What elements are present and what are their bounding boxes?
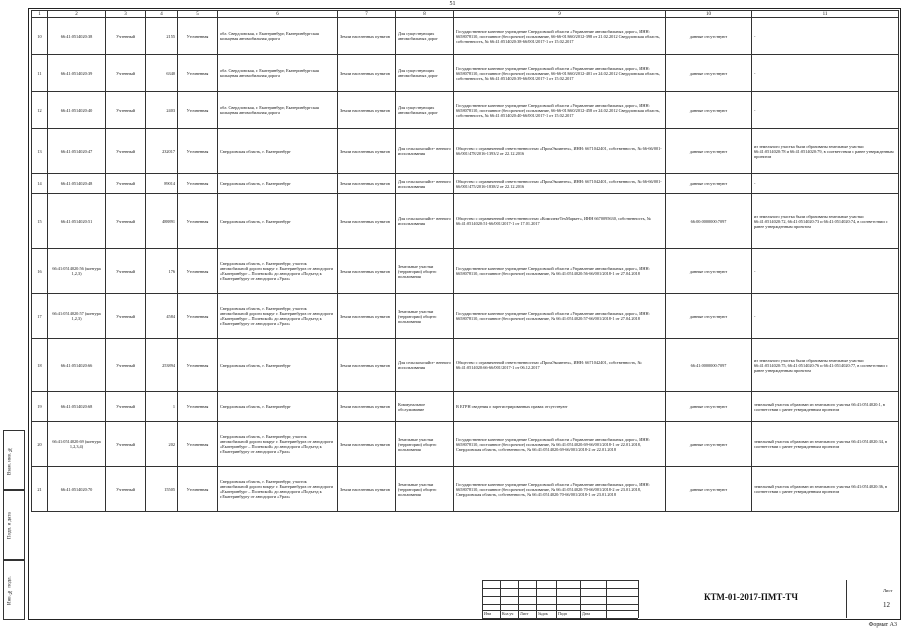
cell-prec: Уточненная — [178, 18, 218, 55]
sheet-number: 12 — [883, 601, 890, 609]
cell-cad: 66:41:0514020:70 — [48, 467, 106, 512]
cell-status: Учтенный — [106, 92, 146, 129]
cell-use: Коммунальное обслуживание — [396, 392, 454, 422]
table-row — [32, 129, 899, 174]
cell-n: 16 — [32, 249, 48, 294]
cell-enc: данные отсутствуют — [666, 249, 752, 294]
cell-enc: данные отсутствуют — [666, 129, 752, 174]
cell-note: - — [752, 55, 899, 92]
stamp-header: №док — [538, 611, 548, 616]
column-number: 3 — [106, 11, 146, 18]
cell-status: Учтенный — [106, 392, 146, 422]
cell-status: Учтенный — [106, 467, 146, 512]
cell-status: Учтенный — [106, 55, 146, 92]
cell-rights: Государственное казенное учреждение Свердловской области «Управление автомобильных дорог», ИНН: 6658078110, постоянное (бессрочное) пользование, 66-66-01/660/2012-458 от 24.02.2012 Свердловская область, собственность, № 66:41:0514020:40-66/001/2017-1 от 15.02.2017 — [454, 92, 666, 129]
cell-status: Учтенный — [106, 249, 146, 294]
cell-n: 20 — [32, 422, 48, 467]
cell-enc: 66:41:0000000:7097 — [666, 339, 752, 392]
cell-n: 10 — [32, 18, 48, 55]
cell-use: Для сельскохозяйст- венного использования — [396, 174, 454, 194]
cell-note: - — [752, 249, 899, 294]
table-row — [32, 392, 899, 422]
cell-area: 6340 — [146, 55, 178, 92]
cell-prec: Уточненная — [178, 467, 218, 512]
stamp-header: Изм — [484, 611, 491, 616]
table-row — [32, 467, 899, 512]
cell-address: Свердловская область, г. Екатеринбург — [218, 392, 338, 422]
cell-prec: Уточненная — [178, 249, 218, 294]
cell-rights: Государственное казенное учреждение Свердловской области «Управление автомобильных дорог», ИНН: 6658078110, постоянное (бессрочное) пользование, № 66:41:0514020:70-66/001/2018-2 от 23.01.2018, Свердловская область, собственность, № 66:41:0514020:70-66/001/2018-1 от 23.01.2018 — [454, 467, 666, 512]
cell-use: Для сельскохозяйст- венного использования — [396, 129, 454, 174]
cell-cad: 66:41:0514020:48 — [48, 174, 106, 194]
cell-cat: Земли населенных пунктов — [338, 55, 396, 92]
cell-cad: 66:41:0514020:47 — [48, 129, 106, 174]
cell-address: Свердловская область, г. Екатеринбург, участок автомобильной дороги вокруг г. Екатеринбурга от автодороги «Екатеринбург – Полевской» до автодороги «Подъезд к г.Екатеринбургу от автодороги «Урал» — [218, 249, 338, 294]
cell-status: Учтенный — [106, 422, 146, 467]
cell-n: 14 — [32, 174, 48, 194]
cell-rights: Государственное казенное учреждение Свердловской области «Управление автомобильных дорог», ИНН: 6658078110, постоянное (бессрочное) пользование, 66-66-01/660/2012-398 от 21.02.2012 Свердловская область, собственность, № 66:41:0514020:38-66/001/2017-1 от 15.02.2017 — [454, 18, 666, 55]
cell-enc: данные отсутствуют — [666, 392, 752, 422]
table-row — [32, 294, 899, 339]
cell-cat: Земли населенных пунктов — [338, 194, 396, 249]
cell-address: Свердловская область, г. Екатеринбург — [218, 174, 338, 194]
column-number: 4 — [146, 11, 178, 18]
cell-address: обл. Свердловская, г. Екатеринбург, Екатеринбургская кольцевая автомобильная дорога — [218, 18, 338, 55]
cell-enc: данные отсутствуют — [666, 467, 752, 512]
cell-address: Свердловская область, г. Екатеринбург — [218, 194, 338, 249]
cell-address: Свердловская область, г. Екатеринбург, участок автомобильной дороги вокруг г. Екатеринбурга от автодороги «Екатеринбург – Полевской» до автодороги «Подъезд к г.Екатеринбургу от автодороги «Урал» — [218, 467, 338, 512]
column-number-row — [32, 11, 899, 18]
cell-enc: данные отсутствуют — [666, 422, 752, 467]
cell-cat: Земли населенных пунктов — [338, 92, 396, 129]
cell-use: Земельные участки (территории) общего пользования — [396, 467, 454, 512]
cell-n: 13 — [32, 129, 48, 174]
stamp-header: Лист — [520, 611, 529, 616]
cell-area: 232017 — [146, 129, 178, 174]
cell-note: из земельного участка были образованы земельные участки 66:41:0514020:75, 66:41:0514020:76 и 66:41:0514020:77, в соответствии с ранее утвержденным проектом — [752, 339, 899, 392]
cell-status: Учтенный — [106, 294, 146, 339]
cell-enc: данные отсутствуют — [666, 294, 752, 339]
title-block — [482, 580, 898, 618]
cell-area: 253894 — [146, 339, 178, 392]
cell-use: Для сельскохозяйст- венного использования — [396, 339, 454, 392]
cell-use: Земельные участки (территории) общего пользования — [396, 422, 454, 467]
cell-area: 89014 — [146, 174, 178, 194]
column-number: 5 — [178, 11, 218, 18]
side-stamp-cell — [3, 560, 25, 620]
cell-cad: 66:41:0514020:66 — [48, 339, 106, 392]
cell-status: Учтенный — [106, 18, 146, 55]
table-row — [32, 92, 899, 129]
cell-prec: Уточненная — [178, 294, 218, 339]
side-stamp-label: Инв. № подл. — [7, 576, 13, 606]
cell-prec: Уточненная — [178, 392, 218, 422]
cell-note: земельный участок образован из земельного участка 66:41:0514020:1, в соответствии с ранее утвержденным проектом — [752, 392, 899, 422]
column-number: 9 — [454, 11, 666, 18]
table-row — [32, 339, 899, 392]
cell-cad: 66:41:0514020:69 (контура 1,2,3,4) — [48, 422, 106, 467]
cell-rights: Общество с ограниченной ответственностью «КомплектТехМаркет», ИНН 6670095630, собственность, № 66:41:0514020:51-66/001/2017-1 от 17.01.2017 — [454, 194, 666, 249]
table-row — [32, 174, 899, 194]
cell-n: 21 — [32, 467, 48, 512]
cell-area: 488891 — [146, 194, 178, 249]
table-row — [32, 55, 899, 92]
cell-cat: Земли населенных пунктов — [338, 422, 396, 467]
cell-use: Для существующих автомобильных дорог — [396, 55, 454, 92]
paper-format: Формат А3 — [868, 622, 897, 628]
cell-enc: данные отсутствуют — [666, 18, 752, 55]
cell-cat: Земли населенных пунктов — [338, 339, 396, 392]
cell-rights: Государственное казенное учреждение Свердловской области «Управление автомобильных дорог», ИНН: 6658078110, постоянное (бессрочное) пользование, № 66:41:0514020:57-66/001/2018-1 от 27.04.2018 — [454, 294, 666, 339]
cell-enc: 66:00:0000000:7097 — [666, 194, 752, 249]
cell-note: из земельного участка были образованы земельные участки 66:41:0514020:72, 66:41:0514020:73 и 66:41:0514020:74, в соответствии с ранее утвержденным проектом — [752, 194, 899, 249]
cell-prec: Уточненная — [178, 55, 218, 92]
cell-rights: Общество с ограниченной ответственностью «ПромЭкоинтех», ИНН: 6671042401, собственность, № 66:41:0514020:66-66/001/2017-1 от 06.12.2017 — [454, 339, 666, 392]
cell-address: Свердловская область, г. Екатеринбург — [218, 129, 338, 174]
sheet-label: Лист — [883, 588, 893, 593]
cell-n: 18 — [32, 339, 48, 392]
side-stamp-cell — [3, 430, 25, 490]
cell-note: - — [752, 294, 899, 339]
side-stamp-cell — [3, 490, 25, 560]
cell-note: земельный участок образован из земельного участка 66:41:0514020:34, в соответствии с ранее утвержденным проектом — [752, 422, 899, 467]
cell-area: 15505 — [146, 467, 178, 512]
cell-note: - — [752, 174, 899, 194]
cell-address: Свердловская область, г. Екатеринбург, участок автомобильной дороги вокруг г. Екатеринбурга от автодороги «Екатеринбург – Полевской» до автодороги «Подъезд к г.Екатеринбургу от автодороги «Урал» — [218, 422, 338, 467]
cell-n: 12 — [32, 92, 48, 129]
cell-status: Учтенный — [106, 174, 146, 194]
cell-cad: 66:41:0514020:51 — [48, 194, 106, 249]
cell-cad: 66:41:0514020:57 (контура 1,2,3) — [48, 294, 106, 339]
cell-prec: Уточненная — [178, 129, 218, 174]
cell-rights: Государственное казенное учреждение Свердловской области «Управление автомобильных дорог», ИНН: 6658078110, постоянное (бессрочное) пользование, № 66:41:0514020:56-66/001/2018-1 от 27.04.2018 — [454, 249, 666, 294]
table-row — [32, 249, 899, 294]
cell-note: - — [752, 18, 899, 55]
cell-use: Для существующих автомобильных дорог — [396, 92, 454, 129]
cell-rights: Государственное казенное учреждение Свердловской области «Управление автомобильных дорог», ИНН: 6658078110, постоянное (бессрочное) пользование, № 66:41:0514020:69-66/001/2018-1 от 22.01.2018, Свердловская область, собственность, № 66:41:0514020:69-66/001/2018-2 от 22.01.2018 — [454, 422, 666, 467]
cell-address: Свердловская область, г. Екатеринбург — [218, 339, 338, 392]
cell-cat: Земли населенных пунктов — [338, 129, 396, 174]
cell-cat: Земли населенных пунктов — [338, 392, 396, 422]
cell-address: Свердловская область, г. Екатеринбург, участок автомобильной дороги вокруг г. Екатеринбурга от автодороги «Екатеринбург – Полевской» до автодороги «Подъезд к г.Екатеринбургу от автодороги «Урал» — [218, 294, 338, 339]
cell-n: 17 — [32, 294, 48, 339]
column-number: 11 — [752, 11, 899, 18]
cell-prec: Уточненная — [178, 194, 218, 249]
cell-n: 19 — [32, 392, 48, 422]
cell-use: Для сельскохозяйст- венного использования — [396, 194, 454, 249]
cell-cad: 66:41:0514020:39 — [48, 55, 106, 92]
cell-cad: 66:41:0514020:56 (контура 1,2,3) — [48, 249, 106, 294]
column-number: 2 — [48, 11, 106, 18]
document-code: КТМ-01-2017-ПМТ-ТЧ — [704, 592, 798, 602]
cell-cad: 66:41:0514020:38 — [48, 18, 106, 55]
cell-enc: данные отсутствуют — [666, 92, 752, 129]
cell-cat: Земли населенных пунктов — [338, 174, 396, 194]
cell-enc: данные отсутствуют — [666, 174, 752, 194]
cell-prec: Уточненная — [178, 174, 218, 194]
stamp-header: Подп — [558, 611, 567, 616]
cell-cat: Земли населенных пунктов — [338, 249, 396, 294]
column-number: 6 — [218, 11, 338, 18]
side-stamp-label: Подп. и дата — [7, 512, 13, 540]
cell-address: обл. Свердловская, г. Екатеринбург, Екатеринбургская кольцевая автомобильная дорога — [218, 92, 338, 129]
table-row — [32, 18, 899, 55]
column-number: 8 — [396, 11, 454, 18]
cell-use: Для существующих автомобильных дорог — [396, 18, 454, 55]
column-number: 7 — [338, 11, 396, 18]
cell-cat: Земли населенных пунктов — [338, 294, 396, 339]
cell-note: - — [752, 92, 899, 129]
land-plots-table — [31, 10, 899, 512]
table-row — [32, 422, 899, 467]
cell-prec: Уточненная — [178, 339, 218, 392]
sheet-box — [846, 580, 899, 618]
column-number: 10 — [666, 11, 752, 18]
cell-status: Учтенный — [106, 129, 146, 174]
cell-area: 176 — [146, 249, 178, 294]
cell-status: Учтенный — [106, 339, 146, 392]
cell-status: Учтенный — [106, 194, 146, 249]
cell-rights: Общество с ограниченной ответственностью «ПромЭкоинтех», ИНН: 6671042401, собственность, № 66-66/001-66/001/478/2016-1393/2 от 22.12.2016 — [454, 129, 666, 174]
cell-n: 15 — [32, 194, 48, 249]
cell-area: 4584 — [146, 294, 178, 339]
cell-area: 2403 — [146, 92, 178, 129]
cell-note: земельный участок образован из земельного участка 66:41:0514020:36, в соответствии с ранее утвержденным проектом — [752, 467, 899, 512]
cell-cat: Земли населенных пунктов — [338, 467, 396, 512]
cell-area: 2155 — [146, 18, 178, 55]
cell-area: 202 — [146, 422, 178, 467]
cell-cat: Земли населенных пунктов — [338, 18, 396, 55]
cell-cad: 66:41:0514020:40 — [48, 92, 106, 129]
cell-use: Земельные участки (территории) общего пользования — [396, 249, 454, 294]
cell-use: Земельные участки (территории) общего пользования — [396, 294, 454, 339]
table-row — [32, 194, 899, 249]
cell-rights: В ЕГРН сведения о зарегистрированных правах отсутствуют — [454, 392, 666, 422]
cell-area: 1 — [146, 392, 178, 422]
page-number: 51 — [449, 1, 456, 7]
stamp-header: Дата — [582, 611, 590, 616]
column-number: 1 — [32, 11, 48, 18]
cell-rights: Общество с ограниченной ответственностью «ПромЭкоинтех», ИНН: 6671042401, собственность, № 66-66/001-66/001/475/2016-1838/2 от 22.12.2016 — [454, 174, 666, 194]
cell-cad: 66:41:0514020:68 — [48, 392, 106, 422]
stamp-header: Кол.уч — [502, 611, 514, 616]
cell-prec: Уточненная — [178, 422, 218, 467]
cell-rights: Государственное казенное учреждение Свердловской области «Управление автомобильных дорог», ИНН: 6658078110, постоянное (бессрочное) пользование, 66-66-01/660/2012-401 от 24.02.2012 Свердловская область, собственность, № 66:41:0514020:39-66/001/2017-1 от 15.02.2017 — [454, 55, 666, 92]
cell-n: 11 — [32, 55, 48, 92]
cell-address: обл. Свердловская, г. Екатеринбург, Екатеринбургская кольцевая автомобильная дорога — [218, 55, 338, 92]
cell-enc: данные отсутствуют — [666, 55, 752, 92]
cell-note: из земельного участка были образованы земельные участки 66:41:0514020:78 и 66:41:0514020:79, в соответствии с ранее утвержденным проектом — [752, 129, 899, 174]
side-stamp-label: Взам. инв. № — [7, 446, 13, 476]
cell-prec: Уточненная — [178, 92, 218, 129]
